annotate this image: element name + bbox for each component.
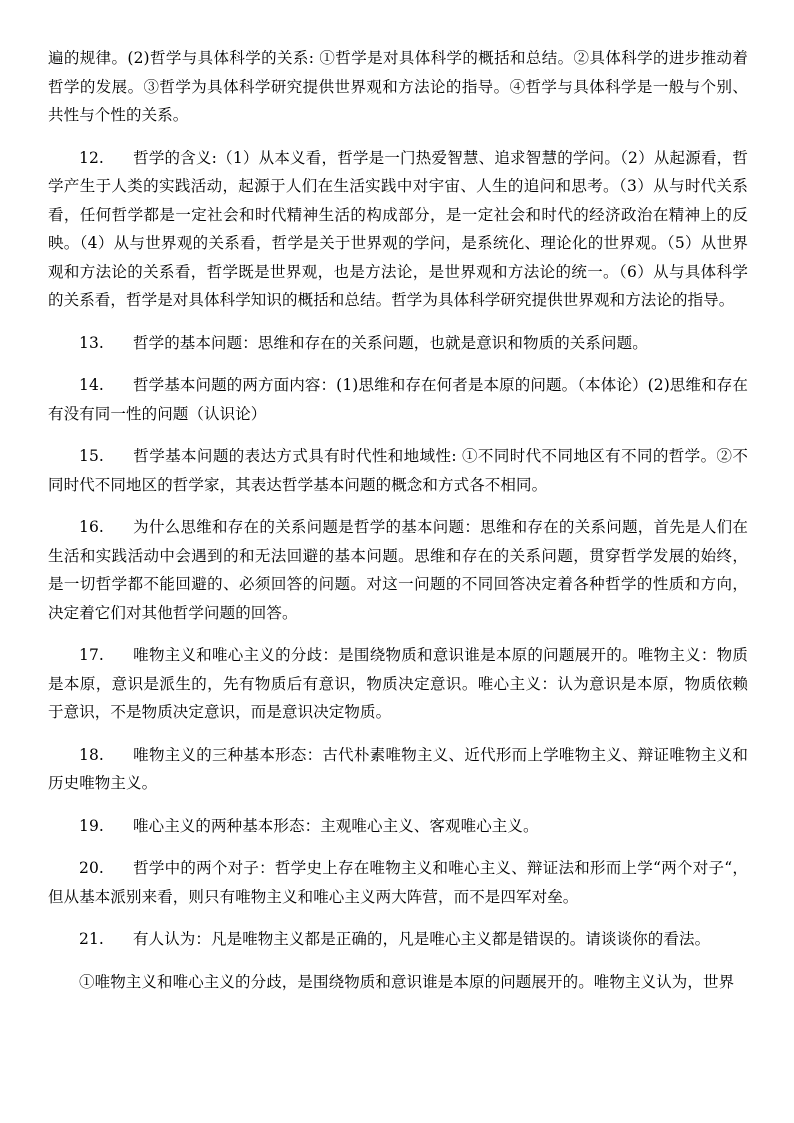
paragraph-text: 有人认为：凡是唯物主义都是正确的，凡是唯心主义都是错误的。请谈谈你的看法。 bbox=[133, 930, 711, 948]
item-number: 15. bbox=[79, 447, 104, 465]
paragraph-21 bbox=[48, 925, 748, 954]
paragraph-text: 哲学的含义:（1）从本义看，哲学是一门热爱智慧、追求智慧的学问。（2）从起源看，哲学产生于人类的实践活动，起源于人们在生活实践中对宇宙、人生的追问和思考。（3）从与时代关系看，任何哲学都是一定社会和时代精神生活的构成部分，是一定社会和时代的经济政治在精神上的反映。（4）从与世界观的关系看，哲学是关于世界观的学问，是系统化、理论化的世界观。（5）从世界观和方法论的关系看，哲学既是世界观，也是方法论，是世界观和方法论的统一。（6）从与具体科学的关系看，哲学是对具体科学知识的概括和总结。哲学为具体科学研究提供世界观和方法论的指导。 bbox=[48, 148, 748, 309]
paragraph-continuation bbox=[48, 44, 748, 130]
paragraph-14 bbox=[48, 371, 748, 428]
item-number: 17. bbox=[79, 646, 104, 664]
paragraph-17 bbox=[48, 641, 748, 727]
item-number: 14. bbox=[79, 376, 104, 394]
item-number: 21. bbox=[79, 930, 104, 948]
item-number: 16. bbox=[79, 518, 104, 536]
paragraph-15 bbox=[48, 442, 748, 499]
paragraph-text: 哲学中的两个对子：哲学史上存在唯物主义和唯心主义、辩证法和形而上学“两个对子“，但从基本派别来看，则只有唯物主义和唯心主义两大阵营，而不是四军对垒。 bbox=[48, 859, 748, 906]
document-page bbox=[48, 0, 748, 996]
item-number: 12. bbox=[79, 148, 104, 167]
paragraph-13 bbox=[48, 329, 748, 358]
paragraph-18 bbox=[48, 741, 748, 798]
paragraph-text: 唯物主义和唯心主义的分歧：是围绕物质和意识谁是本原的问题展开的。唯物主义：物质是本原，意识是派生的，先有物质后有意识，物质决定意识。唯心主义：认为意识是本原，物质依赖于意识，不是物质决定意识，而是意识决定物质。 bbox=[48, 646, 748, 721]
paragraph-20 bbox=[48, 854, 748, 911]
paragraph-text: 哲学基本问题的表达方式具有时代性和地域性: ①不同时代不同地区有不同的哲学。②不同时代不同地区的哲学家，其表达哲学基本问题的概念和方式各不相同。 bbox=[48, 447, 748, 494]
paragraph-16 bbox=[48, 513, 748, 627]
paragraph-19 bbox=[48, 812, 748, 841]
paragraph-text: ①唯物主义和唯心主义的分歧，是围绕物质和意识谁是本原的问题展开的。唯物主义认为，世界 bbox=[79, 972, 735, 991]
item-number: 18. bbox=[79, 745, 104, 764]
paragraph-answer-start bbox=[48, 968, 748, 997]
paragraph-text: 为什么思维和存在的关系问题是哲学的基本问题：思维和存在的关系问题，首先是人们在生活和实践活动中会遇到的和无法回避的基本问题。思维和存在的关系问题，贯穿哲学发展的始终，是一切哲学都不能回避的、必须回答的问题。对这一问题的不同回答决定着各种哲学的性质和方向，决定着它们对其他哲学问题的回答。 bbox=[48, 518, 748, 622]
paragraph-text: 哲学的基本问题：思维和存在的关系问题，也就是意识和物质的关系问题。 bbox=[133, 333, 648, 352]
item-number: 19. bbox=[79, 816, 104, 835]
paragraph-text: 遍的规律。(2)哲学与具体科学的关系: ①哲学是对具体科学的概括和总结。②具体科学的进步推动着哲学的发展。③哲学为具体科学研究提供世界观和方法论的指导。④哲学与具体科学是一般与个别、共性与个性的关系。 bbox=[48, 49, 748, 124]
item-number: 20. bbox=[79, 859, 104, 877]
paragraph-text: 哲学基本问题的两方面内容：(1)思维和存在何者是本原的问题。（本体论）(2)思维和存在有没有同一性的问题（认识论） bbox=[48, 376, 748, 423]
paragraph-text: 唯心主义的两种基本形态：主观唯心主义、客观唯心主义。 bbox=[133, 816, 539, 835]
paragraph-12 bbox=[48, 144, 748, 315]
paragraph-text: 唯物主义的三种基本形态：古代朴素唯物主义、近代形而上学唯物主义、辩证唯物主义和历史唯物主义。 bbox=[48, 745, 748, 792]
item-number: 13. bbox=[79, 333, 104, 352]
